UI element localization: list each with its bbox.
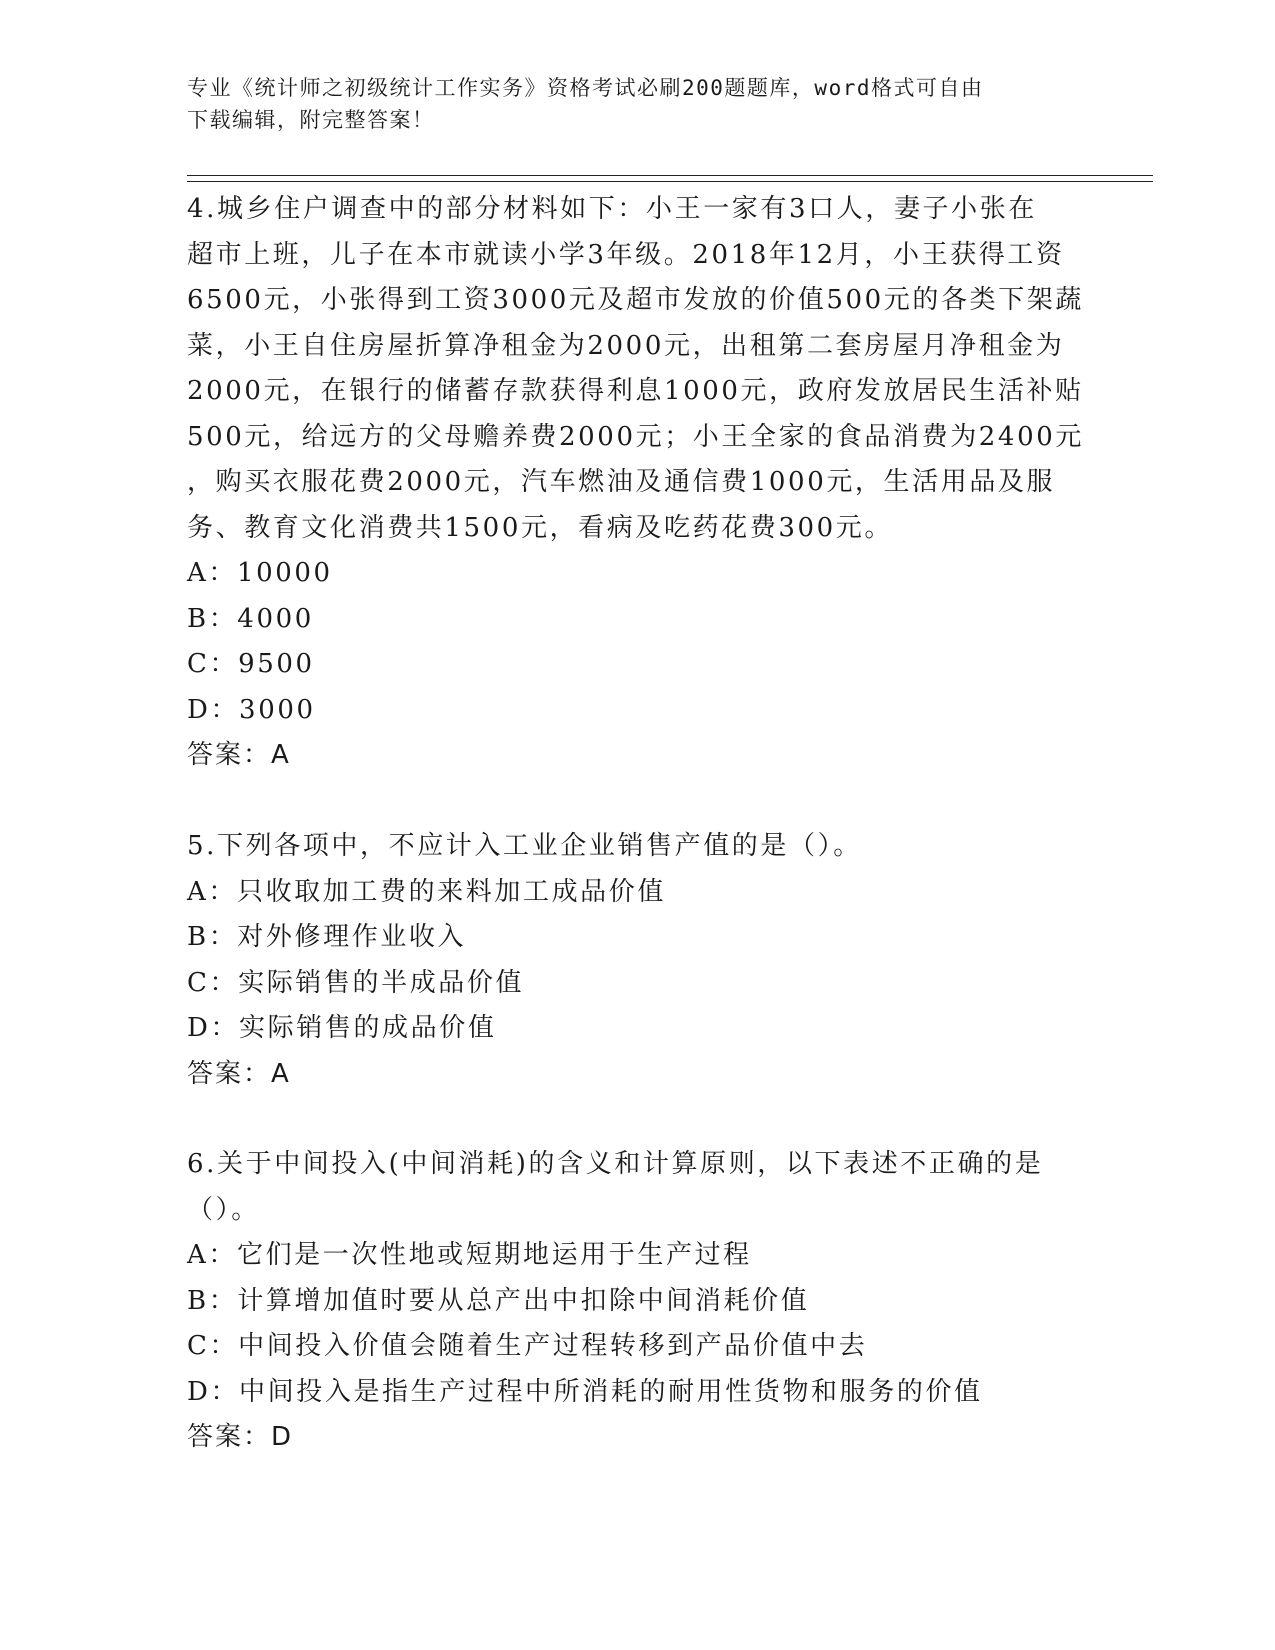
option-a: A：它们是一次性地或短期地运用于生产过程 bbox=[187, 1240, 752, 1270]
header-divider-bottom bbox=[187, 181, 1153, 182]
option-d: D：实际销售的成品价值 bbox=[187, 1013, 497, 1043]
option-c: C：中间投入价值会随着生产过程转移到产品价值中去 bbox=[187, 1331, 868, 1361]
question-stem-line: （）。 bbox=[187, 1194, 260, 1225]
option-b: B：4000 bbox=[187, 603, 314, 634]
question-stem-line: 菜，小王自住房屋折算净租金为2000元，出租第二套房屋月净租金为 bbox=[187, 330, 1065, 361]
option-d: D：3000 bbox=[187, 694, 316, 725]
question-4 bbox=[187, 187, 1087, 779]
question-5 bbox=[187, 824, 1087, 1097]
question-stem-line: 超市上班，儿子在本市就读小学3年级。2018年12月，小王获得工资 bbox=[187, 239, 1065, 270]
option-b: B：对外修理作业收入 bbox=[187, 922, 467, 952]
answer: 答案：A bbox=[187, 1058, 291, 1089]
option-b: B：计算增加值时要从总产出中扣除中间消耗价值 bbox=[187, 1285, 810, 1316]
header-divider-top bbox=[187, 175, 1153, 176]
question-stem-line: 6500元，小张得到工资3000元及超市发放的价值500元的各类下架蔬 bbox=[187, 285, 1084, 315]
header-line-2: 下载编辑，附完整答案！ bbox=[187, 108, 435, 132]
question-stem-line: 2000元，在银行的储蓄存款获得利息1000元，政府发放居民生活补贴 bbox=[187, 376, 1084, 406]
question-stem-line: 5.下列各项中，不应计入工业企业销售产值的是（）。 bbox=[187, 831, 862, 861]
question-stem-line: 务、教育文化消费共1500元，看病及吃药花费300元。 bbox=[187, 512, 893, 543]
option-a: A：10000 bbox=[187, 558, 333, 588]
question-stem-line: 500元，给远方的父母赡养费2000元；小王全家的食品消费为2400元 bbox=[187, 421, 1084, 452]
option-a: A：只收取加工费的来料加工成品价值 bbox=[187, 876, 666, 907]
question-stem-line: ，购买衣服花费2000元，汽车燃油及通信费1000元，生活用品及服 bbox=[187, 467, 1056, 497]
header-line-1: 专业《统计师之初级统计工作实务》资格考试必刷200题题库，word格式可自由 bbox=[187, 76, 984, 100]
answer: 答案：D bbox=[187, 1422, 294, 1452]
question-stem-line: 4.城乡住户调查中的部分材料如下：小王一家有3口人，妻子小张在 bbox=[187, 194, 1037, 224]
option-d: D：中间投入是指生产过程中所消耗的耐用性货物和服务的价值 bbox=[187, 1376, 983, 1407]
answer: 答案：A bbox=[187, 740, 291, 770]
option-c: C：实际销售的半成品价值 bbox=[187, 967, 525, 998]
question-stem-line: 6.关于中间投入(中间消耗)的含义和计算原则，以下表述不正确的是 bbox=[187, 1149, 1044, 1179]
option-c: C：9500 bbox=[187, 649, 315, 679]
document-header bbox=[187, 72, 1067, 136]
question-6 bbox=[187, 1142, 1087, 1461]
